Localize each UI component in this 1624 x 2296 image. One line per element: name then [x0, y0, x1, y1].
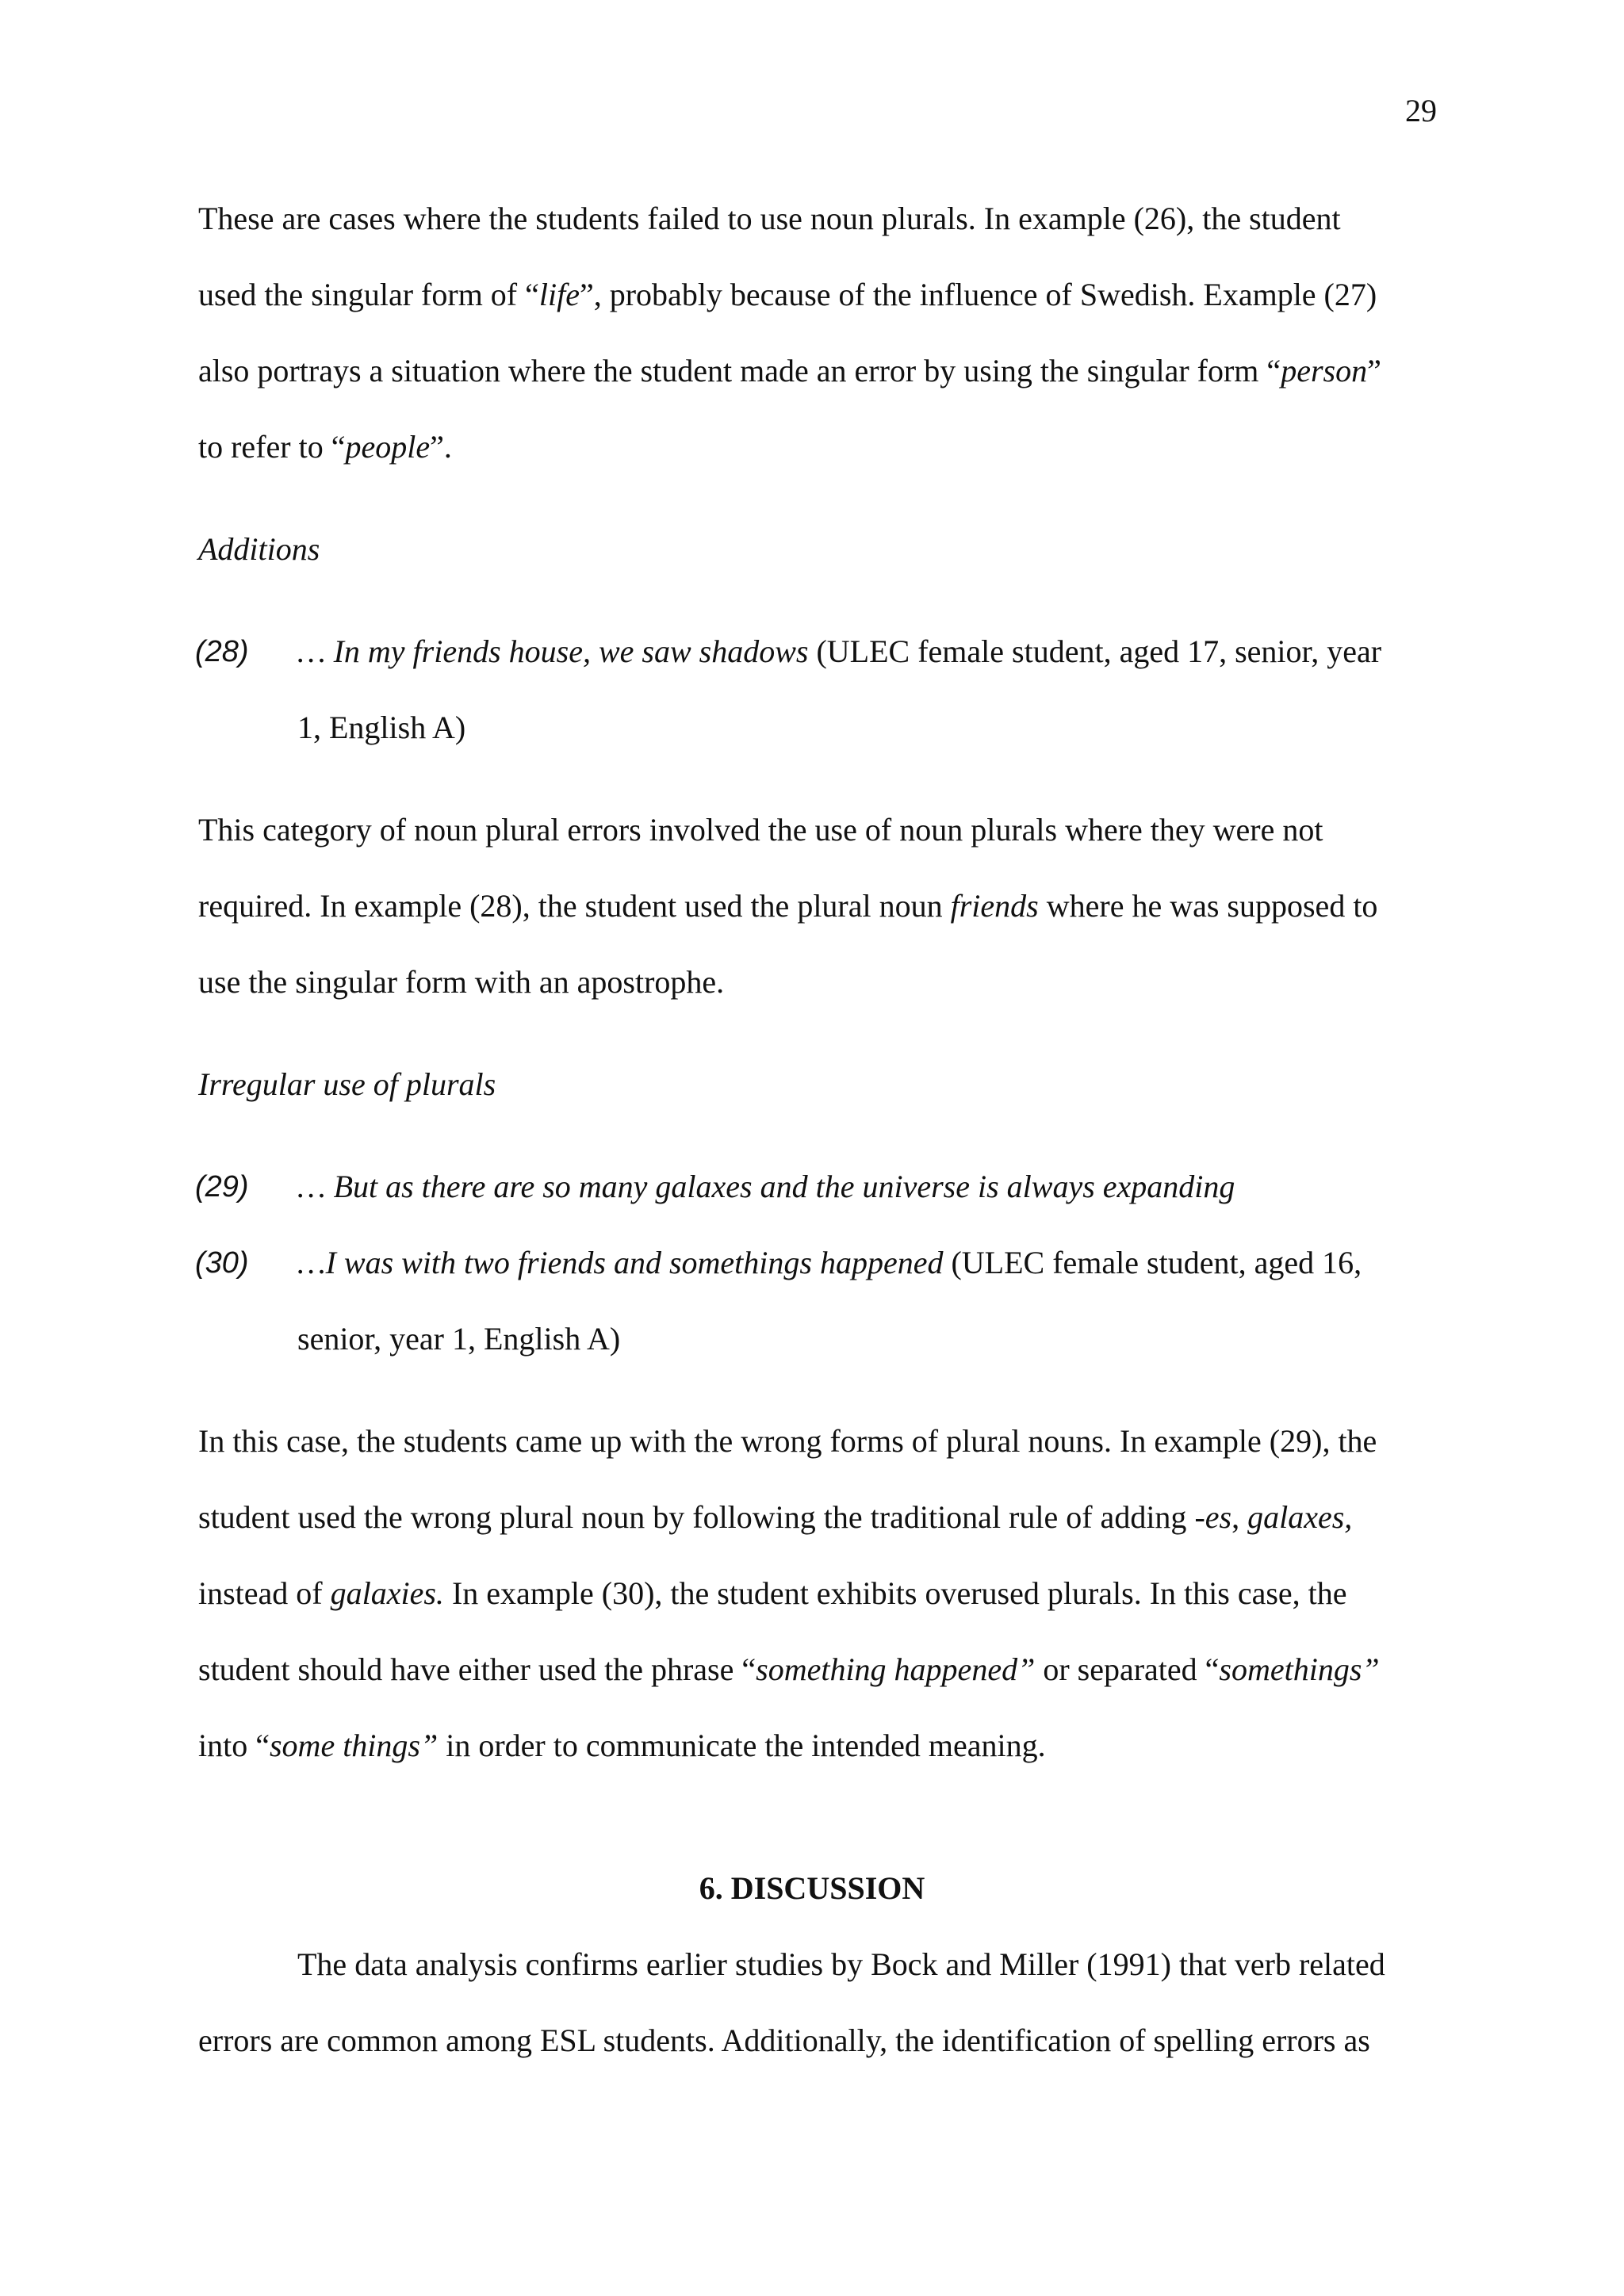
subheading-irregular-plurals: Irregular use of plurals — [198, 1066, 496, 1102]
paragraph-1-line-2: used the singular form of “life”, probably because of the influence of Swedish. Example (27) — [198, 277, 1377, 312]
paragraph-3-line-1: In this case, the students came up with the wrong forms of plural nouns. In example (29), the — [198, 1423, 1377, 1459]
example-29-line-1: … But as there are so many galaxes and the universe is always expanding — [297, 1169, 1235, 1204]
subheading-additions: Additions — [198, 531, 320, 567]
page-number: 29 — [1405, 93, 1437, 128]
paragraph-1-line-4: to refer to “people”. — [198, 429, 452, 465]
paragraph-4-line-2: errors are common among ESL students. Additionally, the identification of spelling errors as — [198, 2022, 1370, 2058]
example-29-number: (29) — [195, 1170, 249, 1203]
paragraph-2-line-3: use the singular form with an apostrophe. — [198, 964, 725, 1000]
example-28-number: (28) — [195, 635, 249, 668]
paragraph-2-line-2: required. In example (28), the student used the plural noun friends where he was supposed to — [198, 888, 1378, 924]
paragraph-2-line-1: This category of noun plural errors involved the use of noun plurals where they were not — [198, 812, 1323, 848]
paragraph-4-line-1: The data analysis confirms earlier studies by Bock and Miller (1991) that verb related — [297, 1946, 1385, 1982]
paragraph-3-line-4: student should have either used the phrase “something happened” or separated “somethings” — [198, 1651, 1380, 1687]
paragraph-3-line-5: into “some things” in order to communicate the intended meaning. — [198, 1728, 1046, 1763]
example-30-number: (30) — [195, 1246, 249, 1280]
paragraph-1-line-3: also portrays a situation where the student made an error by using the singular form “person” — [198, 353, 1381, 388]
example-28-line-1: … In my friends house, we saw shadows (ULEC female student, aged 17, senior, year — [297, 633, 1382, 669]
section-heading-discussion: 6. DISCUSSION — [699, 1870, 925, 1906]
paragraph-3-line-2: student used the wrong plural noun by following the traditional rule of adding -es, galaxes, — [198, 1499, 1353, 1535]
example-30-line-2: senior, year 1, English A) — [297, 1321, 621, 1357]
paragraph-3-line-3: instead of galaxies. In example (30), the student exhibits overused plurals. In this case, the — [198, 1575, 1347, 1611]
paragraph-1-line-1: These are cases where the students failed to use noun plurals. In example (26), the student — [198, 201, 1341, 236]
example-28-line-2: 1, English A) — [297, 710, 466, 745]
example-30-line-1: …I was with two friends and somethings happened (ULEC female student, aged 16, — [297, 1245, 1362, 1280]
